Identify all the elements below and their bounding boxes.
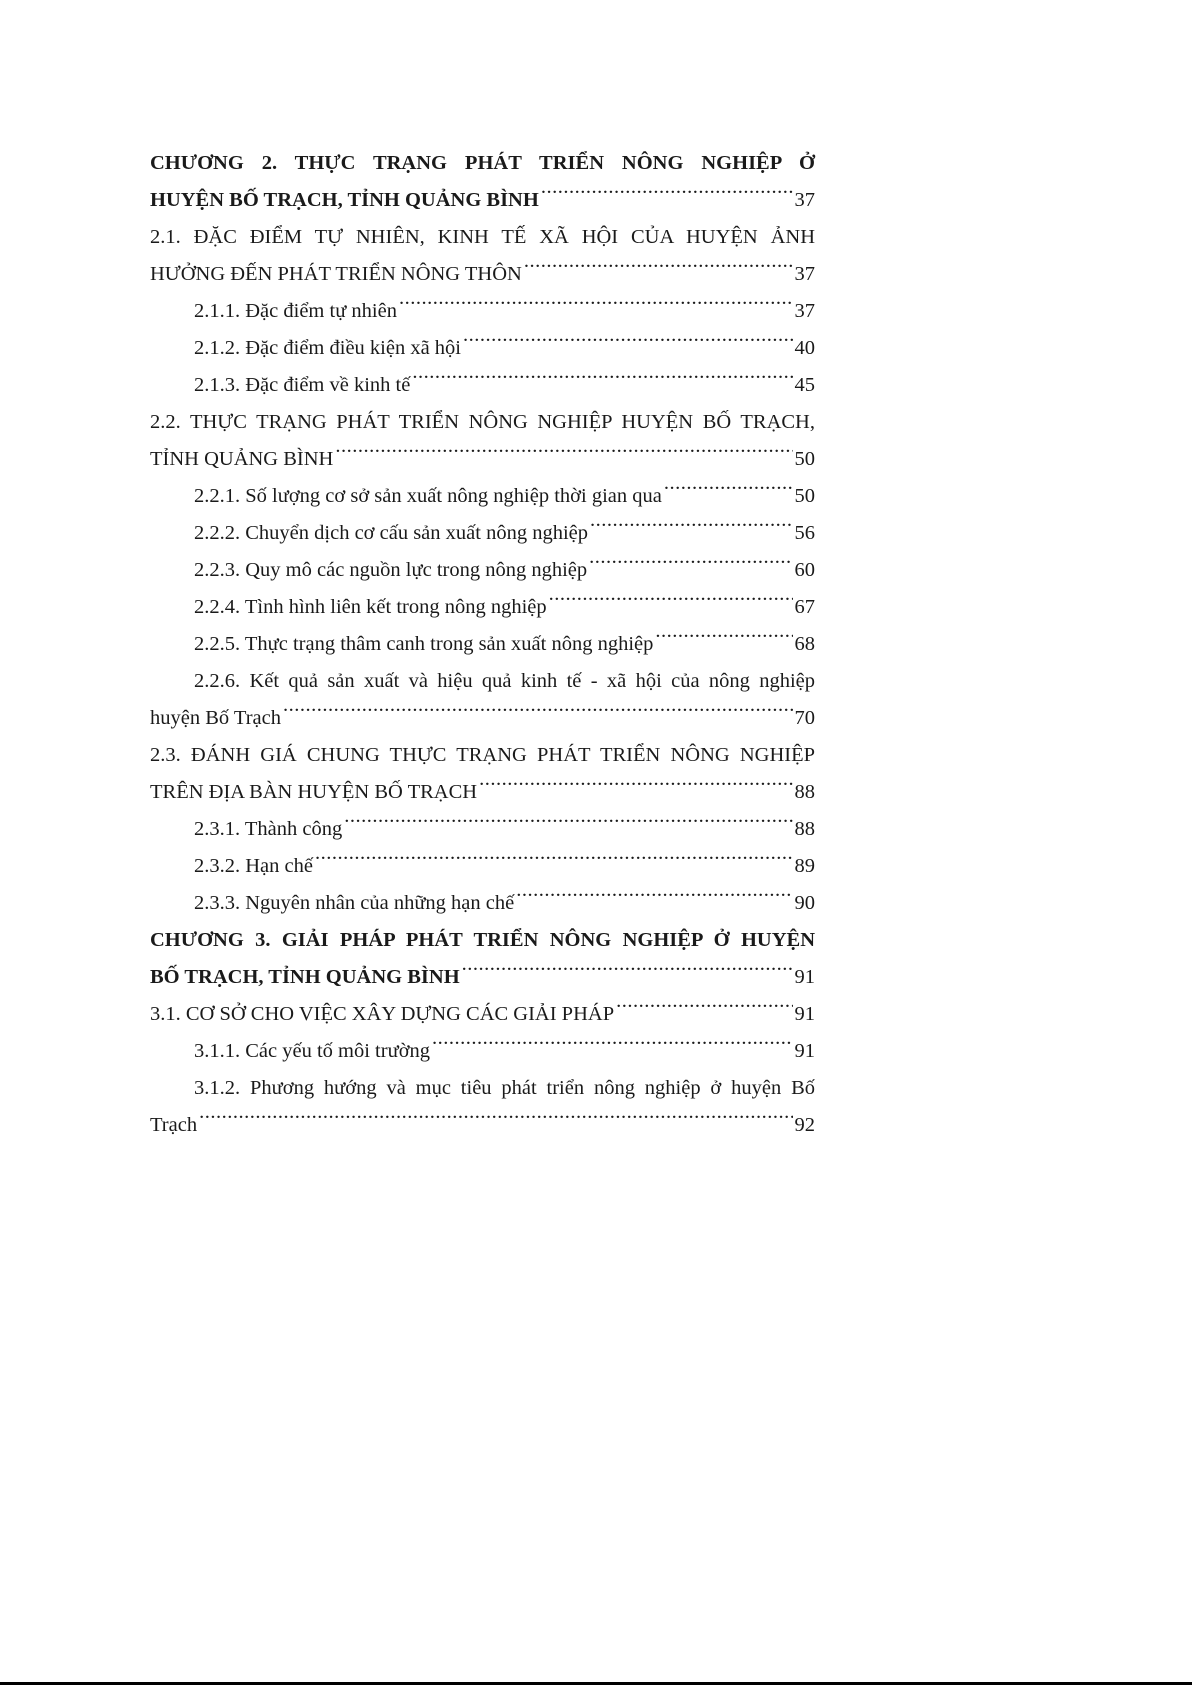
toc-leader-dots <box>516 889 792 910</box>
toc-page-number: 91 <box>794 1040 815 1062</box>
toc-entry-title: 2.2.6. Kết quả sản xuất và hiệu quả kinh tế - xã hội của nông nghiệp <box>194 670 815 692</box>
toc-entry-title: 3.1.2. Phương hướng và mục tiêu phát triển nông nghiệp ở huyện Bố <box>194 1077 815 1099</box>
toc-entry-title: 2.1.3. Đặc điểm về kinh tế <box>194 374 411 396</box>
toc-entry-2-1-1[interactable] <box>150 293 815 330</box>
toc-entry-2-3-3[interactable] <box>150 885 815 922</box>
toc-page-number: 37 <box>794 189 815 211</box>
toc-entry-title: CHƯƠNG 3. GIẢI PHÁP PHÁT TRIỂN NÔNG NGHIỆP Ở HUYỆN <box>150 929 815 951</box>
toc-page-number: 92 <box>794 1114 815 1136</box>
toc-page-number: 88 <box>794 818 815 840</box>
toc-entry-title: 2.1.2. Đặc điểm điều kiện xã hội <box>194 337 462 359</box>
toc-entry-2-1-3[interactable] <box>150 367 815 404</box>
toc-leader-dots <box>463 334 792 355</box>
toc-entry-2-2-3[interactable] <box>150 552 815 589</box>
toc-page-number: 37 <box>794 263 815 285</box>
toc-leader-dots <box>335 445 792 466</box>
toc-page-number: 89 <box>794 855 815 877</box>
toc-entry-2-2-6[interactable] <box>150 663 815 700</box>
toc-entry-title: BỐ TRẠCH, TỈNH QUẢNG BÌNH <box>150 966 460 988</box>
toc-entry-title: 2.3. ĐÁNH GIÁ CHUNG THỰC TRẠNG PHÁT TRIỂN NÔNG NGHIỆP <box>150 744 815 766</box>
toc-page-number: 91 <box>794 966 815 988</box>
toc-entry-section-2-2[interactable] <box>150 404 815 441</box>
toc-entry-title: HUYỆN BỐ TRẠCH, TỈNH QUẢNG BÌNH <box>150 189 539 211</box>
table-of-contents <box>150 145 815 1144</box>
toc-leader-dots <box>524 260 793 281</box>
toc-page-number: 91 <box>794 1003 815 1025</box>
toc-entry-title: huyện Bố Trạch <box>150 707 281 729</box>
toc-page-number: 90 <box>794 892 815 914</box>
toc-entry-section-2-3[interactable] <box>150 737 815 774</box>
toc-leader-dots <box>412 371 792 392</box>
toc-entry-2-2-1[interactable] <box>150 478 815 515</box>
toc-entry-2-2-6-cont[interactable] <box>150 700 815 737</box>
toc-entry-chapter-3[interactable] <box>150 922 815 959</box>
toc-entry-section-2-1-cont[interactable] <box>150 256 815 293</box>
toc-leader-dots <box>399 297 793 318</box>
toc-entry-title: 2.2. THỰC TRẠNG PHÁT TRIỂN NÔNG NGHIỆP HUYỆN BỐ TRẠCH, <box>150 411 815 433</box>
toc-page-number: 37 <box>794 300 815 322</box>
toc-entry-title: 2.3.2. Hạn chế <box>194 855 313 877</box>
toc-page-number: 60 <box>794 559 815 581</box>
toc-entry-title: Trạch <box>150 1114 198 1136</box>
toc-entry-title: HƯỞNG ĐẾN PHÁT TRIỂN NÔNG THÔN <box>150 263 522 285</box>
toc-page-number: 68 <box>794 633 815 655</box>
toc-entry-title: 2.3.3. Nguyên nhân của những hạn chế <box>194 892 515 914</box>
toc-leader-dots <box>664 482 793 503</box>
toc-leader-dots <box>315 852 793 873</box>
toc-leader-dots <box>589 556 792 577</box>
toc-leader-dots <box>541 186 793 207</box>
toc-page-number: 67 <box>794 596 815 618</box>
toc-entry-title: 2.2.2. Chuyển dịch cơ cấu sản xuất nông nghiệp <box>194 522 588 544</box>
toc-entry-2-1-2[interactable] <box>150 330 815 367</box>
toc-entry-3-1-2[interactable] <box>150 1070 815 1107</box>
toc-entry-section-2-1[interactable] <box>150 219 815 256</box>
toc-leader-dots <box>344 815 792 836</box>
toc-entry-title: 2.3.1. Thành công <box>194 818 343 840</box>
toc-entry-chapter-2[interactable] <box>150 145 815 182</box>
toc-leader-dots <box>199 1111 792 1132</box>
toc-entry-section-3-1[interactable] <box>150 996 815 1033</box>
toc-entry-section-2-3-cont[interactable] <box>150 774 815 811</box>
toc-leader-dots <box>549 593 793 614</box>
toc-leader-dots <box>283 704 793 725</box>
toc-page-number: 56 <box>794 522 815 544</box>
toc-entry-title: 2.1. ĐẶC ĐIỂM TỰ NHIÊN, KINH TẾ XÃ HỘI CỦA HUYỆN ẢNH <box>150 226 815 248</box>
toc-entry-title: 3.1. CƠ SỞ CHO VIỆC XÂY DỰNG CÁC GIẢI PHÁP <box>150 1003 615 1025</box>
toc-page-number: 50 <box>794 448 815 470</box>
toc-leader-dots <box>432 1037 792 1058</box>
toc-entry-2-2-2[interactable] <box>150 515 815 552</box>
toc-entry-2-2-5[interactable] <box>150 626 815 663</box>
toc-entry-2-2-4[interactable] <box>150 589 815 626</box>
toc-entry-title: TỈNH QUẢNG BÌNH <box>150 448 334 470</box>
toc-entry-title: TRÊN ĐỊA BÀN HUYỆN BỐ TRẠCH <box>150 781 478 803</box>
toc-entry-2-3-2[interactable] <box>150 848 815 885</box>
toc-entry-title: 2.2.5. Thực trạng thâm canh trong sản xuất nông nghiệp <box>194 633 654 655</box>
toc-entry-title: 2.2.4. Tình hình liên kết trong nông nghiệp <box>194 596 547 618</box>
toc-entry-chapter-2-cont[interactable] <box>150 182 815 219</box>
toc-entry-3-1-1[interactable] <box>150 1033 815 1070</box>
toc-entry-title: 2.1.1. Đặc điểm tự nhiên <box>194 300 397 322</box>
toc-leader-dots <box>655 630 792 651</box>
toc-entry-section-2-2-cont[interactable] <box>150 441 815 478</box>
toc-entry-chapter-3-cont[interactable] <box>150 959 815 996</box>
toc-entry-title: CHƯƠNG 2. THỰC TRẠNG PHÁT TRIỂN NÔNG NGHIỆP Ở <box>150 152 815 174</box>
toc-page-number: 45 <box>794 374 815 396</box>
toc-page-number: 88 <box>794 781 815 803</box>
toc-entry-title: 2.2.1. Số lượng cơ sở sản xuất nông nghiệp thời gian qua <box>194 485 662 507</box>
toc-leader-dots <box>479 778 792 799</box>
toc-leader-dots <box>616 1000 792 1021</box>
toc-leader-dots <box>590 519 793 540</box>
toc-entry-title: 2.2.3. Quy mô các nguồn lực trong nông nghiệp <box>194 559 588 581</box>
toc-entry-title: 3.1.1. Các yếu tố môi trường <box>194 1040 431 1062</box>
toc-leader-dots <box>462 963 793 984</box>
toc-entry-2-3-1[interactable] <box>150 811 815 848</box>
toc-page-number: 70 <box>794 707 815 729</box>
toc-page-number: 50 <box>794 485 815 507</box>
toc-entry-3-1-2-cont[interactable] <box>150 1107 815 1144</box>
toc-page-number: 40 <box>794 337 815 359</box>
